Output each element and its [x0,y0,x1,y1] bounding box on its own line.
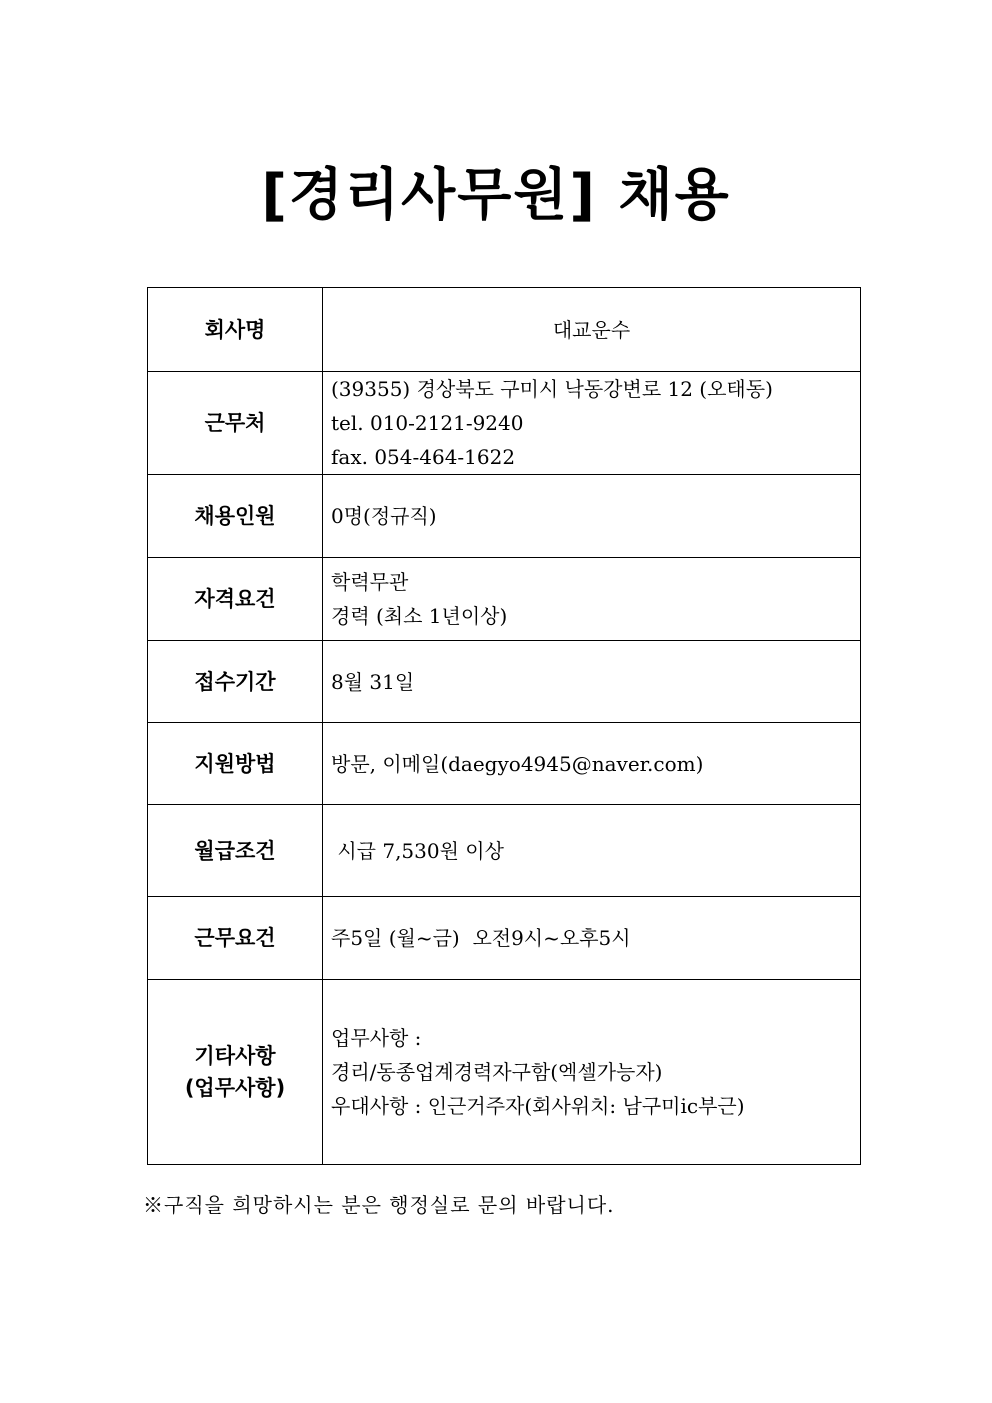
row-application-method [148,723,861,805]
duties-heading: 업무사항 : [331,1026,422,1050]
workplace-fax: fax. 054-464-1622 [331,445,516,469]
row-application-period [148,641,861,723]
row-salary [148,805,861,897]
row-workplace [148,372,861,475]
value-qualifications [323,558,861,641]
label-other-notes-line2: (업무사항) [184,1076,286,1100]
row-other-notes [148,980,861,1165]
work-conditions-text: 주5일 (월~금) 오전9시~오후5시 [331,926,631,950]
value-salary [323,805,861,897]
label-application-method: 지원방법 [148,723,323,805]
headcount-text: 0명(정규직) [331,504,437,528]
value-headcount [323,475,861,558]
label-headcount: 채용인원 [148,475,323,558]
application-period-text: 8월 31일 [331,669,415,694]
label-work-conditions: 근무요건 [148,897,323,980]
value-workplace [323,372,861,475]
label-company-name: 회사명 [148,288,323,372]
workplace-tel: tel. 010-2121-9240 [331,411,524,435]
label-qualifications: 자격요건 [148,558,323,641]
value-other-notes [323,980,861,1165]
preference-text: 우대사항 : 인근거주자(회사위치: 남구미ic부근) [331,1094,745,1118]
row-headcount [148,475,861,558]
row-work-conditions [148,897,861,980]
application-method-text: 방문, 이메일(daegyo4945@naver.com) [331,751,704,776]
label-other-notes-line1: 기타사항 [194,1044,276,1068]
label-workplace: 근무처 [148,372,323,475]
row-qualifications [148,558,861,641]
label-salary: 월급조건 [148,805,323,897]
footer-note: ※구직을 희망하시는 분은 행정실로 문의 바랍니다. [143,1193,615,1217]
duties-description: 경리/동종업계경력자구함(엑셀가능자) [331,1060,663,1084]
workplace-address: (39355) 경상북도 구미시 낙동강변로 12 (오태동) [331,377,773,401]
value-application-method [323,723,861,805]
row-company-name [148,288,861,372]
label-other-notes [148,980,323,1165]
value-application-period [323,641,861,723]
page-title: [경리사무원] 채용 [261,163,731,228]
label-application-period: 접수기간 [148,641,323,723]
value-company-name [323,288,861,372]
company-name-text: 대교운수 [552,317,631,342]
qualification-education: 학력무관 [331,570,409,594]
value-work-conditions [323,897,861,980]
job-info-table [147,287,861,1165]
qualification-experience: 경력 (최소 1년이상) [331,604,508,628]
salary-text: 시급 7,530원 이상 [331,838,504,863]
